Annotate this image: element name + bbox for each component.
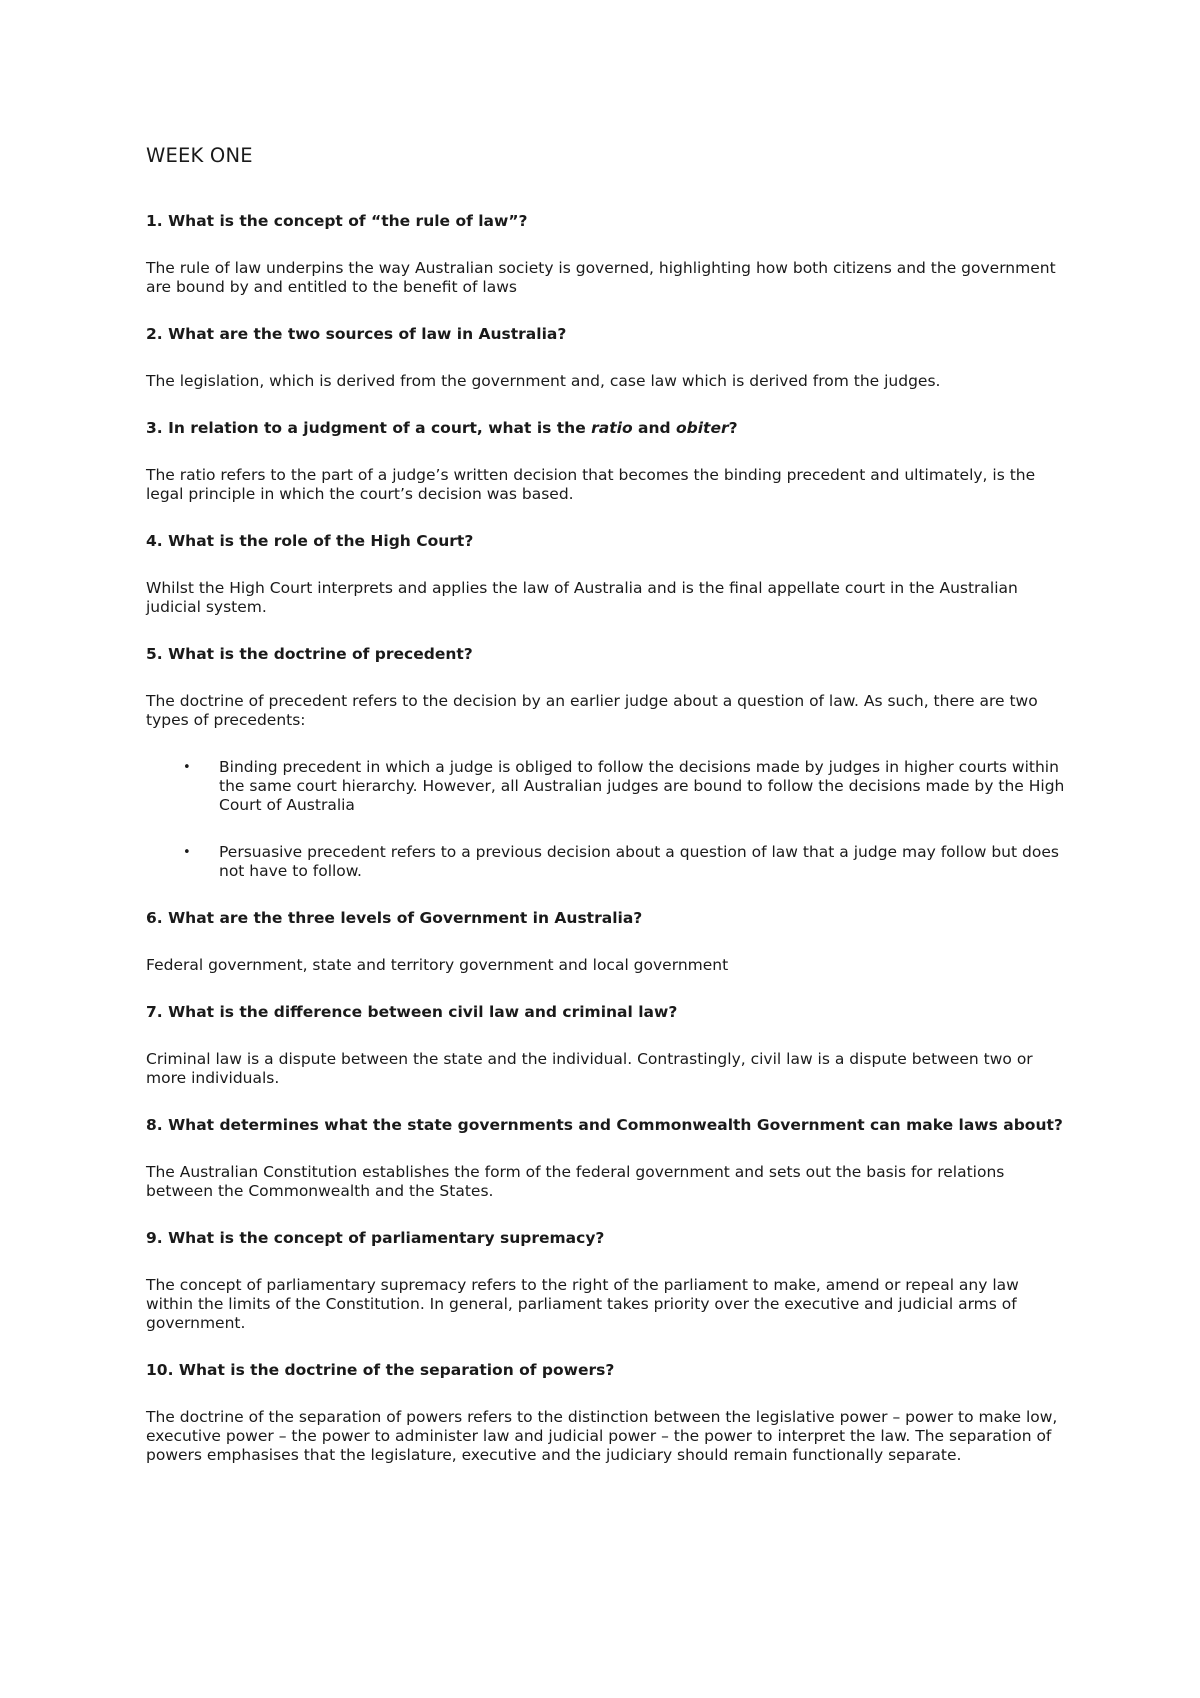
question-10: 10. What is the doctrine of the separation of powers?: [146, 1361, 615, 1379]
question-3-and: and: [632, 419, 676, 437]
answer-9: The concept of parliamentary supremacy refers to the right of the parliament to make, amend or repeal any law within the limits of the Constitution. In general, parliament takes priority over the executive and judicial arms of government.: [146, 1276, 1019, 1332]
qa-item-2: [146, 325, 1066, 391]
question-4: 4. What is the role of the High Court?: [146, 532, 474, 550]
question-9: 9. What is the concept of parliamentary supremacy?: [146, 1229, 605, 1247]
question-3: [146, 419, 1066, 437]
question-7: 7. What is the difference between civil law and criminal law?: [146, 1003, 678, 1021]
list-item-persuasive-precedent: [146, 843, 1066, 881]
answer-5: The doctrine of precedent refers to the decision by an earlier judge about a question of law. As such, there are two types of precedents:: [146, 692, 1038, 729]
document-page: [146, 144, 1066, 1493]
answer-8: The Australian Constitution establishes the form of the federal government and sets out the basis for relations between the Commonwealth and the States.: [146, 1163, 1005, 1200]
bullet-icon: •: [183, 845, 191, 860]
qa-item-9: [146, 1229, 1066, 1333]
qa-item-5: [146, 645, 1066, 881]
answer-4: Whilst the High Court interprets and applies the law of Australia and is the final appellate court in the Australian judicial system.: [146, 579, 1018, 616]
qa-item-8: [146, 1116, 1066, 1201]
answer-3: The ratio refers to the part of a judge’s written decision that becomes the binding precedent and ultimately, is the legal principle in which the court’s decision was based.: [146, 466, 1036, 503]
qa-item-4: [146, 532, 1066, 617]
list-item-text: Persuasive precedent refers to a previous decision about a question of law that a judge may follow but does not have to follow.: [219, 843, 1059, 880]
question-1: 1. What is the concept of “the rule of law”?: [146, 212, 528, 230]
qa-item-3: [146, 419, 1066, 504]
question-8: 8. What determines what the state governments and Commonwealth Government can make laws about?: [146, 1116, 1063, 1134]
question-2: 2. What are the two sources of law in Australia?: [146, 325, 567, 343]
answer-7: Criminal law is a dispute between the state and the individual. Contrastingly, civil law is a dispute between two or more individuals.: [146, 1050, 1033, 1087]
question-3-ratio-term: ratio: [591, 419, 633, 437]
question-5: 5. What is the doctrine of precedent?: [146, 645, 473, 663]
list-item-binding-precedent: [146, 758, 1066, 815]
qa-item-1: [146, 212, 1066, 297]
bullet-icon: •: [183, 760, 191, 775]
question-6: 6. What are the three levels of Government in Australia?: [146, 909, 643, 927]
question-3-suffix: ?: [728, 419, 738, 437]
question-3-obiter-term: obiter: [676, 419, 729, 437]
qa-item-10: [146, 1361, 1066, 1465]
qa-item-6: [146, 909, 1066, 975]
list-item-text: Binding precedent in which a judge is obliged to follow the decisions made by judges in higher courts within the same court hierarchy. However, all Australian judges are bound to follow the decisions made by the High Court of Australia: [219, 758, 1065, 814]
qa-item-7: [146, 1003, 1066, 1088]
answer-10: The doctrine of the separation of powers refers to the distinction between the legislative power – power to make low, executive power – the power to administer law and judicial power – the power to interpret the law. The separation of powers emphasises that the legislature, executive and the judiciary should remain functionally separate.: [146, 1408, 1058, 1464]
question-3-prefix: 3. In relation to a judgment of a court, what is the: [146, 419, 592, 437]
precedent-types-list: [146, 758, 1066, 881]
document-title: WEEK ONE: [146, 144, 253, 167]
answer-2: The legislation, which is derived from the government and, case law which is derived from the judges.: [146, 372, 941, 390]
answer-1: The rule of law underpins the way Australian society is governed, highlighting how both citizens and the government are bound by and entitled to the benefit of laws: [146, 259, 1056, 296]
answer-6: Federal government, state and territory government and local government: [146, 956, 729, 974]
